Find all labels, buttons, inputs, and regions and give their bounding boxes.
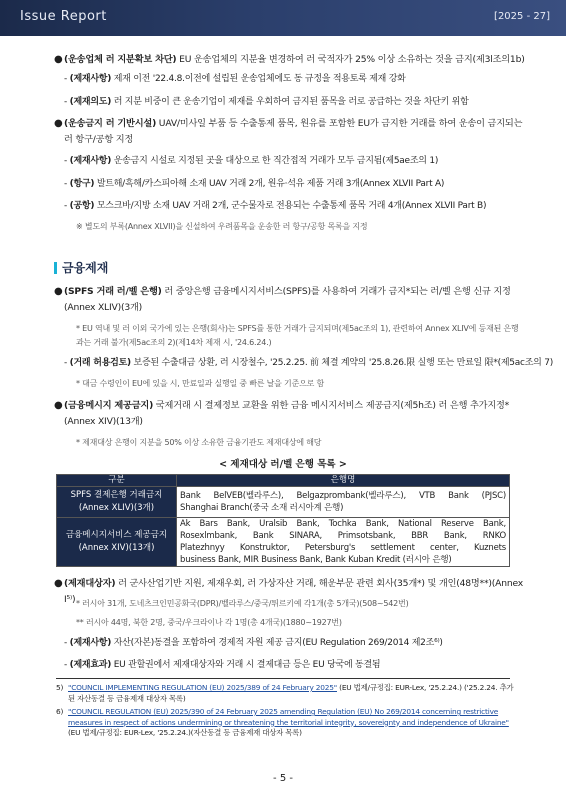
footnote-divider [56,678,510,679]
footnote-5: 5) "COUNCIL IMPLEMENTING REGULATION (EU) 2025/389 of 24 February 2025" (EU 법제/규정집: EUR-Lex, '25.2.24.) ('25.2.24. 추가된 자산동결 등 금융제재 대상자 목록) [56,683,514,703]
note-ownership: * 제재대상 은행이 지분을 50% 이상 소유한 금융기관도 제재대상에 해당 [76,438,322,447]
footnote-6-link[interactable]: "COUNCIL REGULATION (EU) 2025/390 of 24 February 2025 amending Regulation (EU) No 269/2014 concerning restrictive measures in respect of actions undermining or threatening the territorial integrity, sovereignty and independence of Ukraine" [68,707,509,727]
table-banks-spfs: Bank BelVEB(벨라루스), Belgazprombank(벨라루스), VTB Bank (PJSC) Shanghai Branch(중국 소재 러시아계 은행) [177,487,510,518]
bullet-messaging-ban: ● (금융메시지 제공금지) 국제거래 시 결제정보 교환을 위한 금융 메시지서비스 제공금지(제5h조) 러 은행 추가지정*(Annex XIV)(13개) [54,400,510,427]
footnote-5-link[interactable]: "COUNCIL IMPLEMENTING REGULATION (EU) 2025/389 of 24 February 2025" [68,683,337,692]
table-banks-messaging: Ak Bars Bank, Uralsib Bank, Tochka Bank, National Reserve Bank, Rosexlmbank, Bank SINARA, Primsotsbank, BBR Bank, RNKO Platezhnyy Konstruktor, Petersburg's settlement center, Kuznets business Bank, MIR Business Bank, Bank Kuban Kredit (러시아 은행) [177,518,510,567]
dash-sanction-intent: - (제재의도) 러 지분 비중이 큰 운송기업이 제재를 우회하여 금지된 품목을 러로 공급하는 것을 차단키 위함 [64,97,469,107]
table-category-spfs: SPFS 결제은행 거래금지 (Annex XLIV)(3개) [57,487,177,518]
table-header-bank: 은행명 [177,475,510,487]
table-row [57,518,510,567]
note-annex: ※ 별도의 부록(Annex XLVII)을 신설하여 우려품목을 운송한 러 항구/공항 목록을 지정 [76,222,368,231]
table-header-row [57,475,510,487]
dash-facility-sanction: - (제재사항) 운송금지 시설로 지정된 곳을 대상으로 한 직간접적 거래가 모두 금지됨(제5ae조의 1) [64,156,439,166]
table-header-category: 구분 [57,475,177,487]
table-category-messaging: 금융메시지서비스 제공금지 (Annex XIV)(13개) [57,518,177,567]
footnote-6: 6) "COUNCIL REGULATION (EU) 2025/390 of 24 February 2025 amending Regulation (EU) No 269/2014 concerning restrictive measures in respect of actions undermining or threatening the territorial integrity, sovereignty and independence of Ukraine" (EU 법제/규정집: EUR-Lex, '25.2.24.)(자산동결 등 금융제재 대상자 목록) [56,707,509,737]
section-title: 금융제재 [62,261,109,275]
report-header [0,0,566,36]
dash-transaction-review: - (거래 허용검토) 보증된 수출대금 상환, 러 시장철수, '25.2.25. 前 체결 계약의 '25.8.26.限 실행 또는 만료일 限*(제5ac조의 7) [64,358,553,368]
note-companies: * 러시아 31개, 도네츠크인민공화국(DPR)/벨라루스/중국/튀르키예 각1개(총 5개국)(508~542번) [76,599,409,608]
note-individuals: ** 러시아 44명, 북한 2명, 중국/우크라이나 각 1명(총 4개국)(1880~1927번) [76,618,342,627]
section-marker [54,262,57,274]
dash-asset-freeze: - (제재사항) 자산(자본)동결을 포함하여 경제적 자원 제공 금지(EU Regulation 269/2014 제2조⁶⁾) [64,638,443,648]
report-title: Issue Report [20,9,107,24]
dash-sanction-item: - (제재사항) 제재 이전 '22.4.8.이전에 설립된 운송업체에도 동 규정을 적용토록 제재 강화 [64,74,406,84]
bullet-transport-ban: ● (운송금지 러 기반시설) UAV/미사일 부품 등 수출통제 품목, 원유를 포함한 EU가 금지한 거래를 하여 운송이 금지되는 러 항구/공항 지정 [54,118,523,145]
table-row [57,487,510,518]
dash-airports: - (공항) 모스크바/지방 소재 UAV 거래 2개, 군수물자로 전용되는 수출통제 품목 거래 4개(Annex XLVII Part B) [64,201,487,211]
issue-number: [2025 - 27] [494,11,550,22]
dash-effect: - (제재효과) EU 관할권에서 제재대상자와 거래 시 결제대금 등은 EU 당국에 동결됨 [64,660,381,670]
page-number: - 5 - [273,773,293,784]
bullet-spfs: ● (SPFS 거래 러/벨 은행) 러 중앙은행 금융메시지서비스(SPFS)를 사용하여 거래가 금지*되는 러/벨 은행 신규 지정(Annex XLIV)(3개) [54,286,511,313]
note-payment: * 대금 수령인이 EU에 있을 시, 만료일과 실행일 중 빠른 날을 기준으로 함 [76,379,325,388]
sanctioned-banks-table [56,474,510,567]
bullet-transport-stake: ● (운송업체 러 지분확보 차단) EU 운송업체의 지분율 변경하여 러 국적자가 25% 이상 소유하는 것을 금지(제3l조의1b) [54,54,525,65]
bullet-targets: ● (제재대상자) 러 군사산업기반 지원, 제재우회, 러 가상자산 거래, 해운부문 관련 회사(35개*) 및 개인(48명**)(Annex I⁵⁾) [54,578,524,605]
table-title: < 제재대상 러/벨 은행 목록 > [219,459,347,470]
note-spfs: * EU 역내 및 러 이외 국가에 있는 은행(회사)는 SPFS를 통한 거래가 금지되며(제5ac조의 1), 관련하여 Annex XLIV에 등재된 은행과는 거래 불가(제5ac조의 2)(제14차 제재 시, '24.6.24.) [76,324,519,347]
dash-ports: - (항구) 발트해/흑해/카스피아해 소재 UAV 거래 2개, 원유·석유 제품 거래 3개(Annex XLVII Part A) [64,179,445,189]
